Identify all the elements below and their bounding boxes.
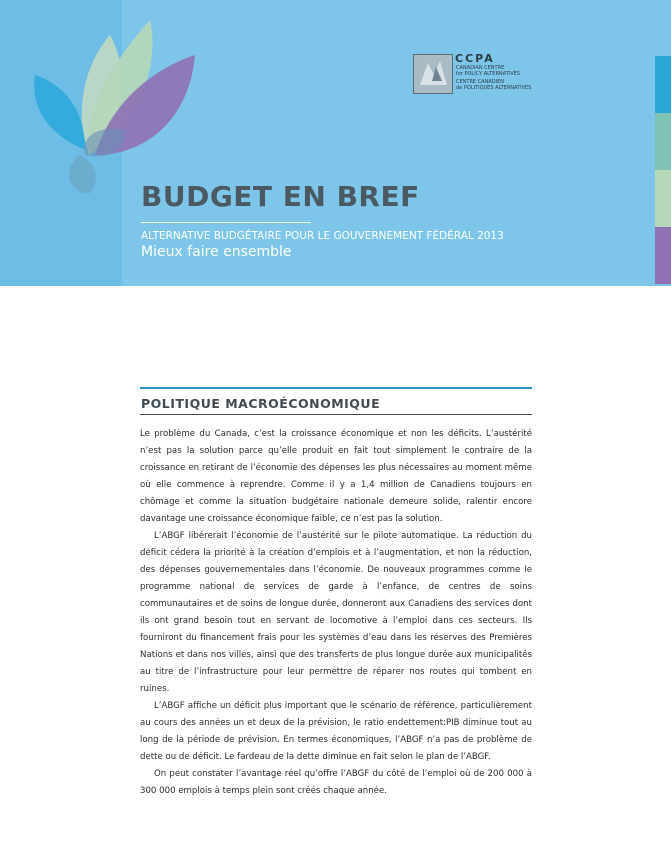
section-bottom-rule <box>140 414 532 415</box>
title-divider <box>141 222 311 223</box>
page-title: BUDGET EN BREF <box>141 180 420 213</box>
subtitle: ALTERNATIVE BUDGÉTAIRE POUR LE GOUVERNEMENT FÉDÉRAL 2013 <box>141 230 504 242</box>
paragraph: Le problème du Canada, c’est la croissance économique et non les déficits. L’austérité n’est pas la solution parce qu’elle produit en fait tout simplement le contraire de la croissance en retirant de l’économie des dépenses les plus nécessaires au moment même où elle commence à reprendre. Comme il y a 1,4 million de Canadiens toujours en chômage et comme la situation budgétaire nationale demeure solide, ralentir encore davantage une croissance économique faible, ce n’est pas la solution. <box>140 429 532 524</box>
logo-line-3: CENTRE CANADIEN <box>456 79 504 85</box>
header-banner <box>0 0 671 286</box>
tagline: Mieux faire ensemble <box>141 244 292 260</box>
maple-leaf-icon <box>414 55 452 93</box>
logo-line-2: for POLICY ALTERNATIVES <box>456 71 520 77</box>
logo-line-4: de POLITIQUES ALTERNATIVES <box>456 85 532 91</box>
section-top-rule <box>140 387 532 389</box>
side-tab-purple <box>655 227 671 284</box>
ccpa-logo-mark <box>413 54 453 94</box>
side-tab-teal <box>655 113 671 170</box>
side-tab-green <box>655 170 671 227</box>
section-heading: POLITIQUE MACROÉCONOMIQUE <box>141 396 381 411</box>
logo-line-1: CANADIAN CENTRE <box>456 65 505 71</box>
paragraph: L’ABGF libérerait l’économie de l’austérité sur le pilote automatique. La réduction du déficit cédera la priorité à la création d’emplois et à l’augmentation, et non la réduction, des dépenses gouvernementales dans l’économie. De nouveaux programmes comme le programme national de services de garde à l’enfance, de centres de soins communautaires et de soins de longue durée, donneront aux Canadiens des services dont ils ont grand besoin tout en servant de locomotive à l’emploi dans ces secteurs. Ils fourniront du financement frais pour les systèmes d’eau dans les réserves des Premières Nations et dans nos villes, ainsi que des transferts de plus longue durée aux municipalités au titre de l’infrastructure pour leur permettre de réparer nos routes qui tombent en ruines. <box>140 531 532 694</box>
logo-name: CCPA <box>455 52 495 65</box>
paragraph: On peut constater l’avantage réel qu’offre l’ABGF du côté de l’emploi où de 200 000 à 300 000 emplois à temps plein sont créés chaque année. <box>140 769 532 796</box>
side-tab-blue <box>655 56 671 113</box>
side-color-tabs <box>655 56 671 284</box>
paragraph: L’ABGF affiche un déficit plus important que le scénario de référence, particulièrement au cours des années un et deux de la prévision, le ratio endettement:PIB diminue tout au long de la période de prévision. En termes économiques, l’ABGF n’a pas de problème de dette ou de déficit. Le fardeau de la dette diminue en fait selon le plan de l’ABGF. <box>140 701 532 762</box>
section-body <box>140 426 532 800</box>
ccpa-logo <box>413 53 543 97</box>
flower-logo-graphic <box>30 15 200 200</box>
macro-policy-section <box>140 387 532 800</box>
